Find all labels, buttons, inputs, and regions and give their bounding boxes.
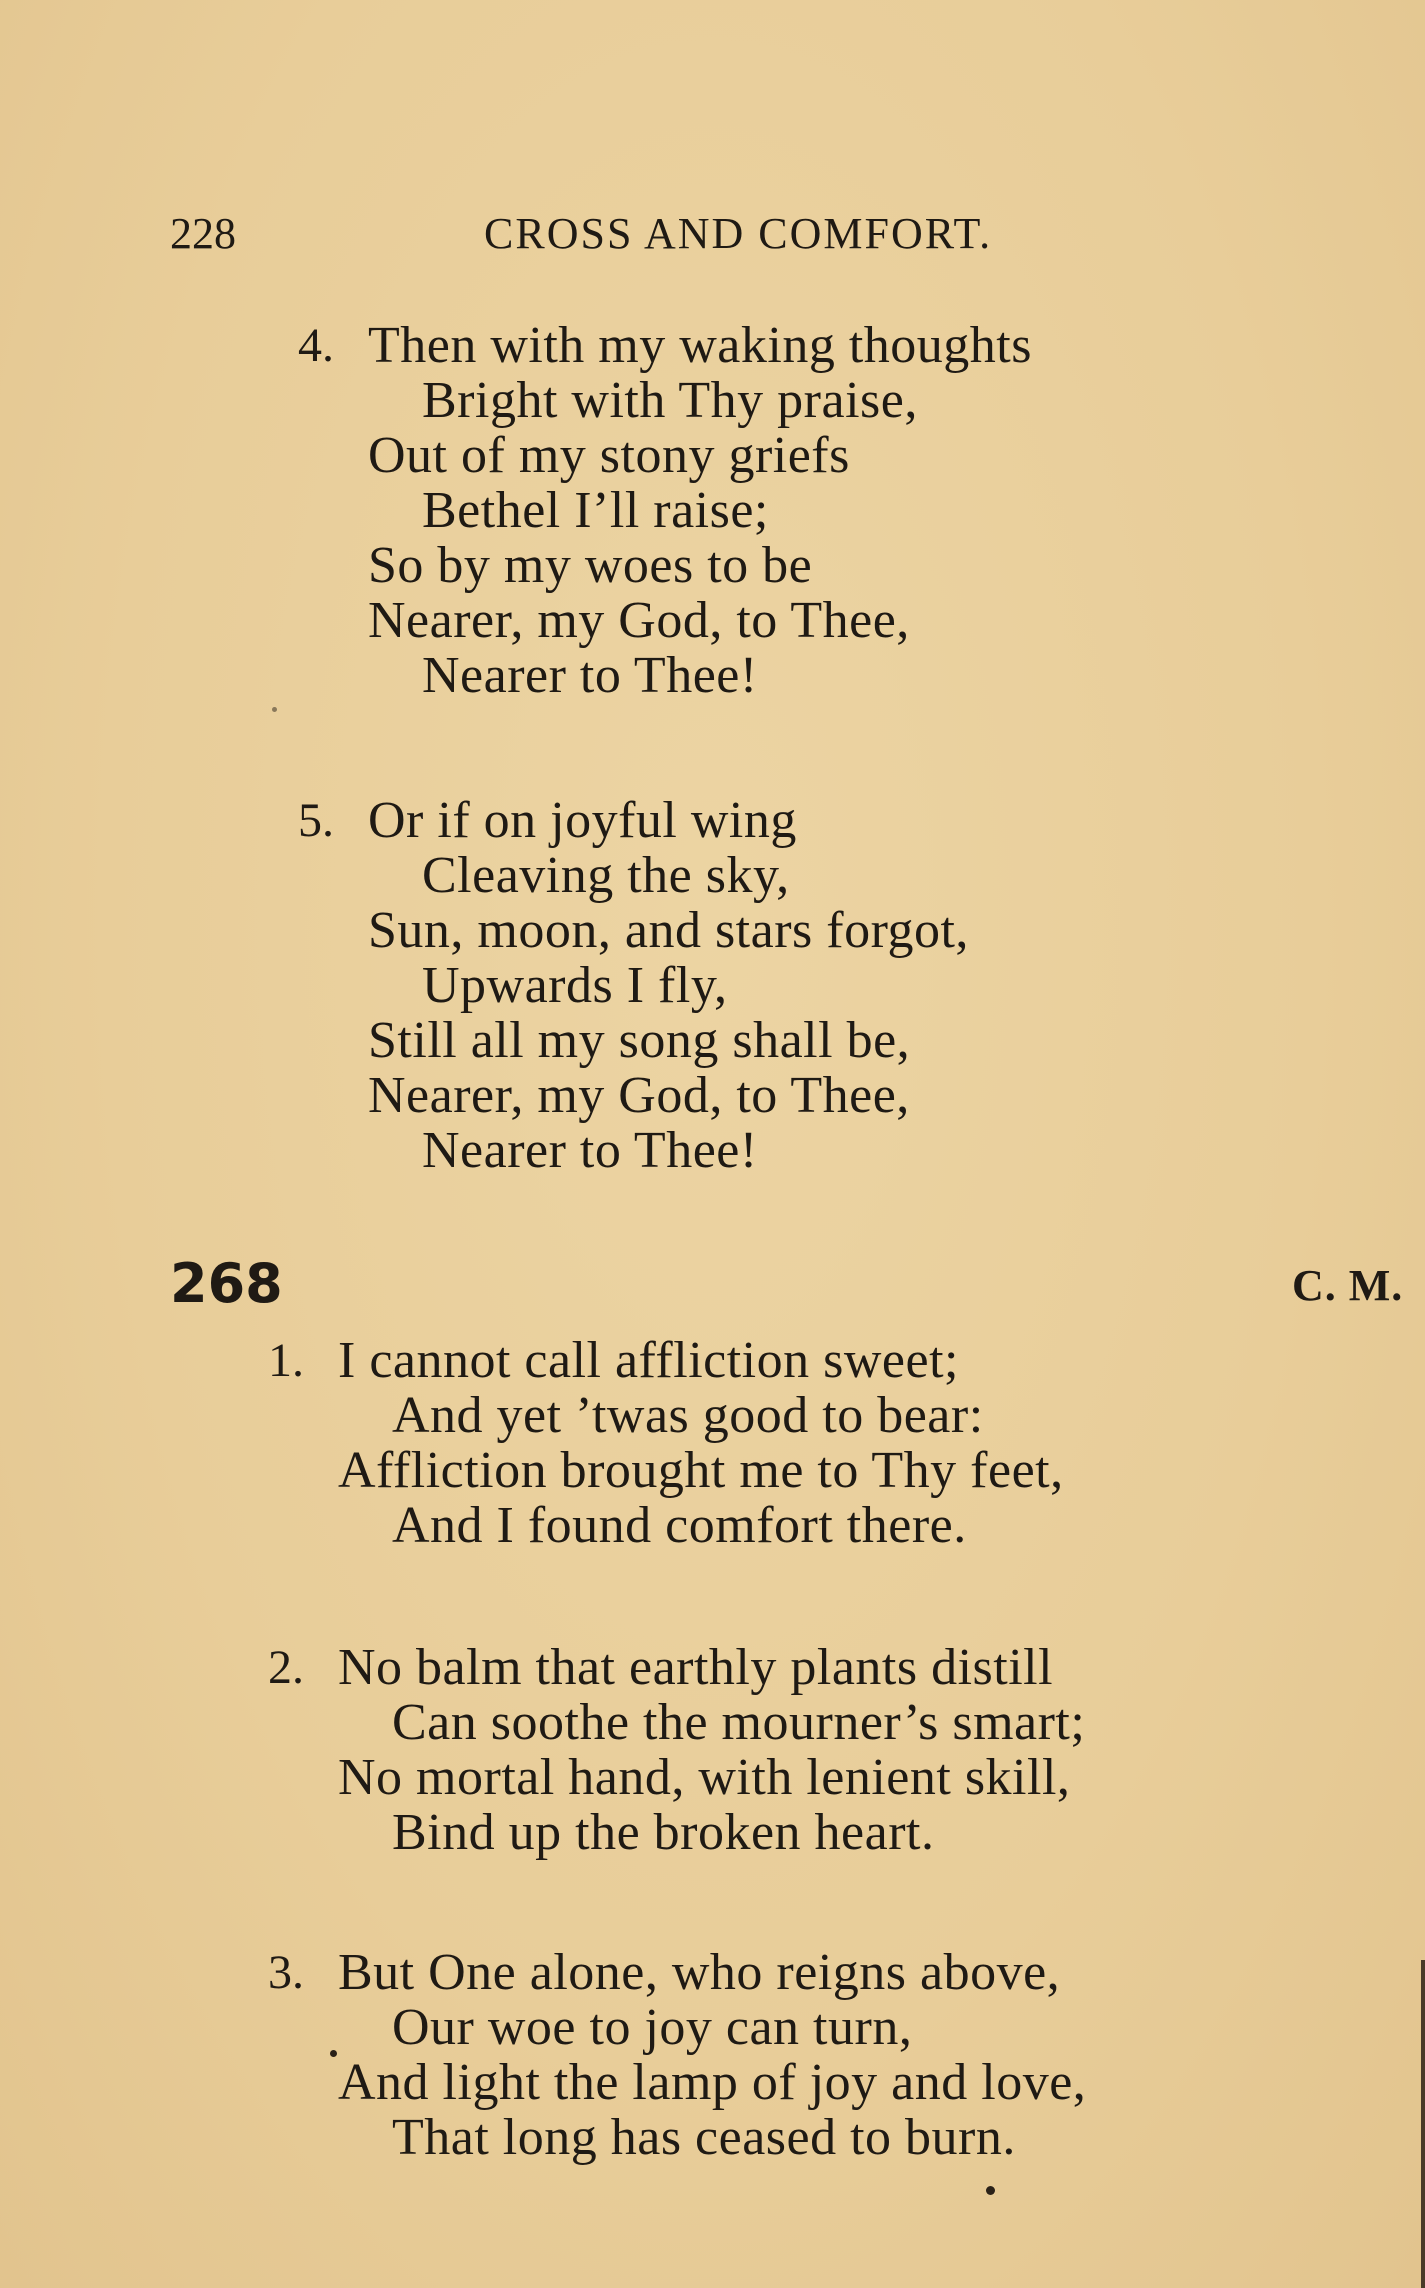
page-header — [0, 208, 1425, 268]
verse-line: And I found comfort there. — [392, 1497, 967, 1554]
verse-line: That long has ceased to burn. — [392, 2109, 1016, 2166]
verse-line: Our woe to joy can turn, — [392, 1999, 913, 2056]
verse-number: 2. — [268, 1641, 304, 1694]
verse-line: And light the lamp of joy and love, — [338, 2054, 1087, 2111]
verse-line: Out of my stony griefs — [368, 427, 850, 484]
verse-line: Nearer, my God, to Thee, — [368, 1067, 910, 1124]
verse-line: No balm that earthly plants distill — [338, 1639, 1054, 1696]
verse-line: Or if on joyful wing — [368, 792, 797, 849]
verse-number: 4. — [298, 319, 334, 372]
verse-line: Bethel I’ll raise; — [422, 482, 769, 539]
verse-line: And yet ’twas good to bear: — [392, 1387, 984, 1444]
verse-line: Nearer to Thee! — [422, 647, 758, 704]
verse-number: 3. — [268, 1946, 304, 1999]
verse-line: No mortal hand, with lenient skill, — [338, 1749, 1071, 1806]
ink-speck — [330, 2050, 337, 2057]
verse-line: Sun, moon, and stars forgot, — [368, 902, 969, 959]
verse-number: 5. — [298, 794, 334, 847]
running-title: CROSS AND COMFORT. — [484, 209, 993, 258]
verse-line: Still all my song shall be, — [368, 1012, 911, 1069]
ink-speck — [986, 2186, 995, 2195]
verse-line: So by my woes to be — [368, 537, 813, 594]
verse-line: Can soothe the mourner’s smart; — [392, 1694, 1086, 1751]
verse-line: Nearer, my God, to Thee, — [368, 592, 910, 649]
hymn-meter: C. M. — [1292, 1261, 1404, 1310]
verse-line: Nearer to Thee! — [422, 1122, 758, 1179]
verse-line: I cannot call affliction sweet; — [338, 1332, 959, 1389]
verse-line: But One alone, who reigns above, — [338, 1944, 1061, 2001]
verse-line: Then with my waking thoughts — [368, 317, 1032, 374]
verse-number: 1. — [268, 1334, 304, 1387]
verse-line: Bright with Thy praise, — [422, 372, 918, 429]
verse-line: Affliction brought me to Thy feet, — [338, 1442, 1064, 1499]
verse-line: Cleaving the sky, — [422, 847, 790, 904]
page-number: 228 — [170, 209, 236, 258]
verse-line: Bind up the broken heart. — [392, 1804, 935, 1861]
verse-line: Upwards I fly, — [422, 957, 728, 1014]
page-edge-shadow — [1421, 1960, 1425, 2288]
hymn-number: 268 — [170, 1252, 283, 1315]
ink-speck — [272, 707, 277, 712]
